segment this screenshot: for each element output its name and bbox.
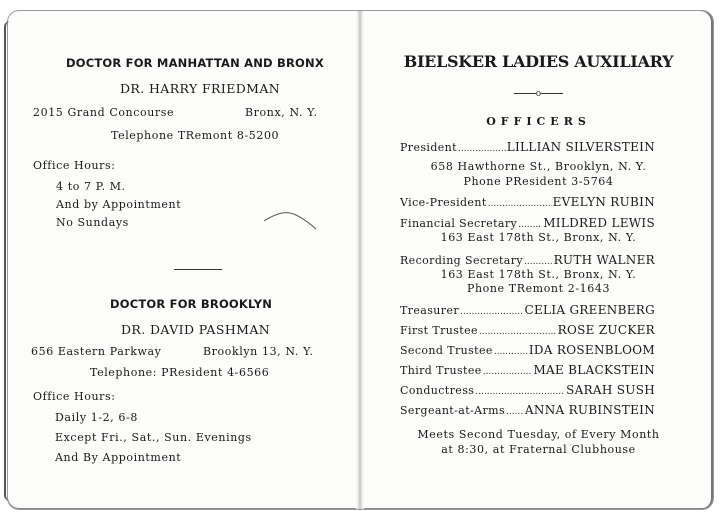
doctor-address: 656 Eastern Parkway	[31, 345, 162, 358]
president-address: 658 Hawthorne St., Brooklyn, N. Y.	[430, 160, 647, 173]
officer-name: CELIA GREENBERG	[524, 303, 655, 317]
office-hours-label: Office Hours:	[33, 390, 116, 403]
officer-row-recording-secretary	[400, 253, 655, 267]
officer-role: Second Trustee	[400, 344, 493, 357]
office-hours-line: Daily 1-2, 6-8	[55, 411, 138, 424]
section-heading-brooklyn: DOCTOR FOR BROOKLYN	[110, 297, 273, 311]
officer-role: Conductress	[400, 384, 475, 397]
officer-role: President	[400, 141, 457, 154]
officer-name: MILDRED LEWIS	[543, 216, 655, 230]
pen-mark	[262, 209, 318, 233]
officer-role: Third Trustee	[400, 364, 482, 377]
doctor-telephone: Telephone: PResident 4-6566	[90, 366, 270, 379]
doctor-name: DR. DAVID PASHMAN	[121, 322, 271, 337]
financial-secretary-address: 163 East 178th St., Bronx, N. Y.	[440, 231, 637, 244]
section-divider	[174, 269, 222, 270]
officer-row-vice-president	[400, 195, 655, 209]
officer-name: SARAH SUSH	[566, 383, 655, 397]
office-hours-line: And by Appointment	[56, 198, 182, 211]
officer-role: Recording Secretary	[400, 254, 524, 267]
officer-row-conductress	[400, 383, 655, 397]
title-ornament	[364, 89, 713, 99]
book-gutter	[356, 11, 364, 509]
office-hours-line: 4 to 7 P. M.	[56, 180, 126, 193]
officer-row-sergeant-at-arms	[400, 403, 655, 417]
booklet-spread	[7, 10, 714, 510]
office-hours-line: Except Fri., Sat., Sun. Evenings	[55, 431, 252, 444]
office-hours-line: And By Appointment	[55, 451, 182, 464]
organization-title: BIELSKER LADIES AUXILIARY	[403, 52, 674, 71]
right-page	[364, 11, 713, 509]
officer-name: LILLIAN SILVERSTEIN	[506, 140, 655, 154]
officer-name: EVELYN RUBIN	[552, 195, 655, 209]
officers-heading: OFFICERS	[486, 115, 591, 128]
officer-role: Financial Secretary	[400, 217, 518, 230]
section-heading-manhattan-bronx: DOCTOR FOR MANHATTAN AND BRONX	[66, 56, 324, 70]
officer-name: MAE BLACKSTEIN	[533, 363, 655, 377]
officer-row-treasurer	[400, 303, 655, 317]
officer-row-second-trustee	[400, 343, 655, 357]
officer-row-president	[400, 140, 655, 154]
doctor-address: 2015 Grand Concourse	[33, 106, 175, 119]
meeting-info-line1: Meets Second Tuesday, of Every Month	[417, 428, 660, 441]
officer-role: Vice-President	[400, 196, 487, 209]
president-phone: Phone PResident 3-5764	[463, 175, 614, 188]
office-hours-line: No Sundays	[56, 216, 129, 229]
doctor-city: Bronx, N. Y.	[245, 106, 318, 119]
ornament-glyph: o	[535, 89, 542, 99]
officer-row-financial-secretary	[400, 216, 655, 230]
doctor-name: DR. HARRY FRIEDMAN	[120, 81, 281, 96]
officer-name: RUTH WALNER	[553, 253, 655, 267]
officer-role: Sergeant-at-Arms	[400, 404, 506, 417]
officer-row-third-trustee	[400, 363, 655, 377]
officer-name: IDA ROSENBLOOM	[528, 343, 655, 357]
office-hours-label: Office Hours:	[33, 159, 116, 172]
doctor-telephone: Telephone TRemont 8-5200	[111, 129, 280, 142]
officer-role: First Trustee	[400, 324, 478, 337]
recording-secretary-address: 163 East 178th St., Bronx, N. Y.	[440, 268, 637, 281]
officer-row-first-trustee	[400, 323, 655, 337]
doctor-city: Brooklyn 13, N. Y.	[203, 345, 314, 358]
officer-name: ROSE ZUCKER	[557, 323, 655, 337]
officer-role: Treasurer	[400, 304, 460, 317]
officer-name: ANNA RUBINSTEIN	[524, 403, 655, 417]
meeting-info-line2: at 8:30, at Fraternal Clubhouse	[441, 443, 636, 456]
recording-secretary-phone: Phone TRemont 2-1643	[466, 282, 611, 295]
left-page	[8, 11, 356, 509]
